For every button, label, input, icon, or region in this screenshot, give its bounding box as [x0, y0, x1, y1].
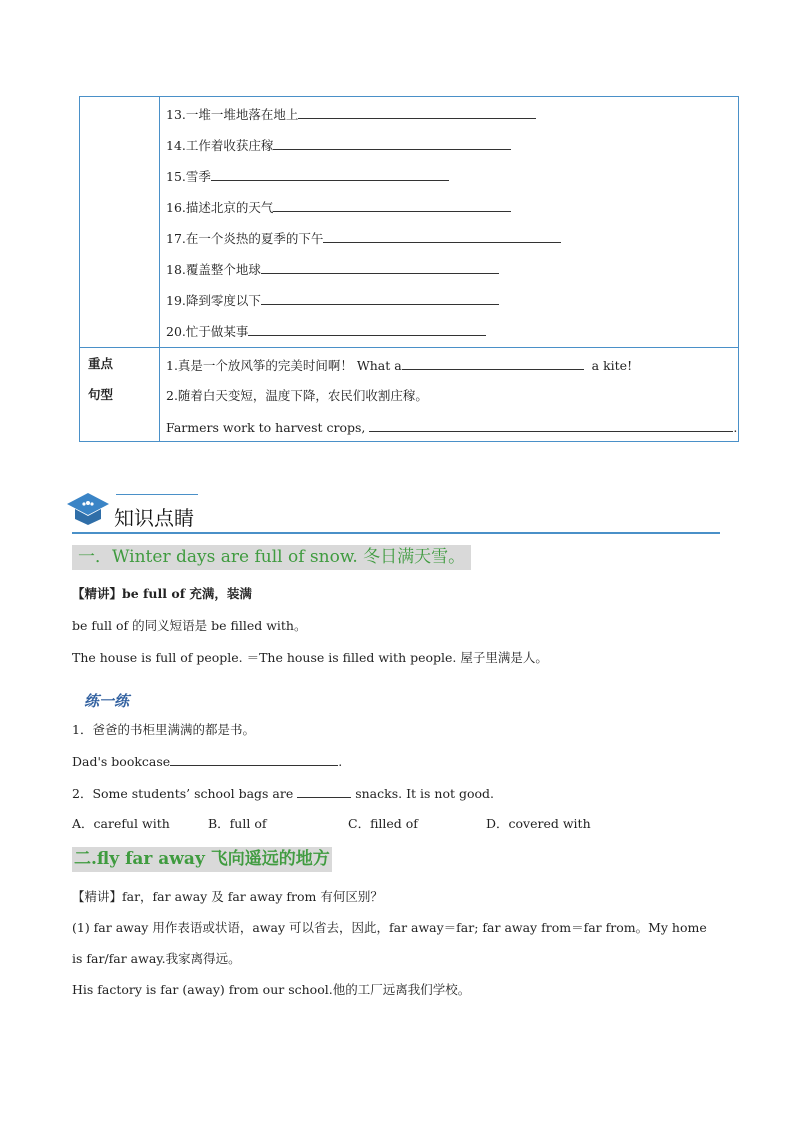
- option-b: B．full of: [208, 816, 267, 831]
- practice-q1-answer: Dad's bookcase .: [72, 754, 343, 769]
- table-row: 19.降到零度以下: [166, 292, 499, 309]
- section1-title: 一．Winter days are full of snow. 冬日满天雪。: [72, 545, 471, 570]
- header-rule-top: [116, 494, 198, 495]
- option-c: C．filled of: [348, 816, 418, 831]
- practice-label: 练一练: [84, 692, 130, 710]
- section2-p2: His factory is far (away) from our school.他的工厂远离我们学校。: [72, 982, 471, 997]
- sentence-2: 2.随着白天变短，温度下降，农民们收割庄稼。: [166, 388, 428, 403]
- section2-p1b: is far/far away.我家离得远。: [72, 951, 241, 966]
- practice-q2: 2．Some students’ school bags are snacks. It is not good.: [72, 786, 494, 801]
- section1-line1: be full of 的同义短语是 be filled with。: [72, 618, 307, 633]
- section2-note: 【精讲】far，far away 及 far away from 有何区别？: [72, 889, 383, 904]
- table-row: 16.描述北京的天气: [166, 199, 511, 216]
- practice-q1: 1．爸爸的书柜里满满的都是书。: [72, 722, 255, 737]
- key-label: 重点: [88, 356, 114, 371]
- table-row: 14.工作着收获庄稼: [166, 137, 511, 154]
- sentence-1: 1.真是一个放风筝的完美时间啊！ What a a kite!: [166, 358, 633, 373]
- section2-p1a: (1) far away 用作表语或状语，away 可以省去，因此，far away＝far; far away from＝far from。My home: [72, 920, 707, 935]
- section1-line2: The house is full of people. ＝The house is filled with people. 屋子里满是人。: [72, 650, 548, 665]
- table-row: 15.雪季: [166, 168, 449, 185]
- sentence-3: Farmers work to harvest crops, .: [166, 420, 738, 435]
- section2-title: 二.fly far away 飞向遥远的地方: [72, 847, 332, 872]
- table-divider-vertical: [159, 96, 160, 442]
- header-rule: [72, 532, 720, 534]
- table-row: 18.覆盖整个地球: [166, 261, 499, 278]
- table-row: 13.一堆一堆地落在地上: [166, 106, 536, 123]
- graduation-cap-icon: [66, 492, 110, 526]
- table-divider-horizontal: [79, 347, 739, 348]
- section1-note: 【精讲】be full of 充满，装满: [72, 586, 252, 601]
- section-header-title: 知识点睛: [114, 506, 194, 530]
- key-label: 句型: [88, 387, 114, 402]
- option-d: D．covered with: [486, 816, 591, 831]
- table-row: 17.在一个炎热的夏季的下午: [166, 230, 561, 247]
- table-row: 20.忙于做某事: [166, 323, 486, 340]
- option-a: A．careful with: [72, 816, 170, 831]
